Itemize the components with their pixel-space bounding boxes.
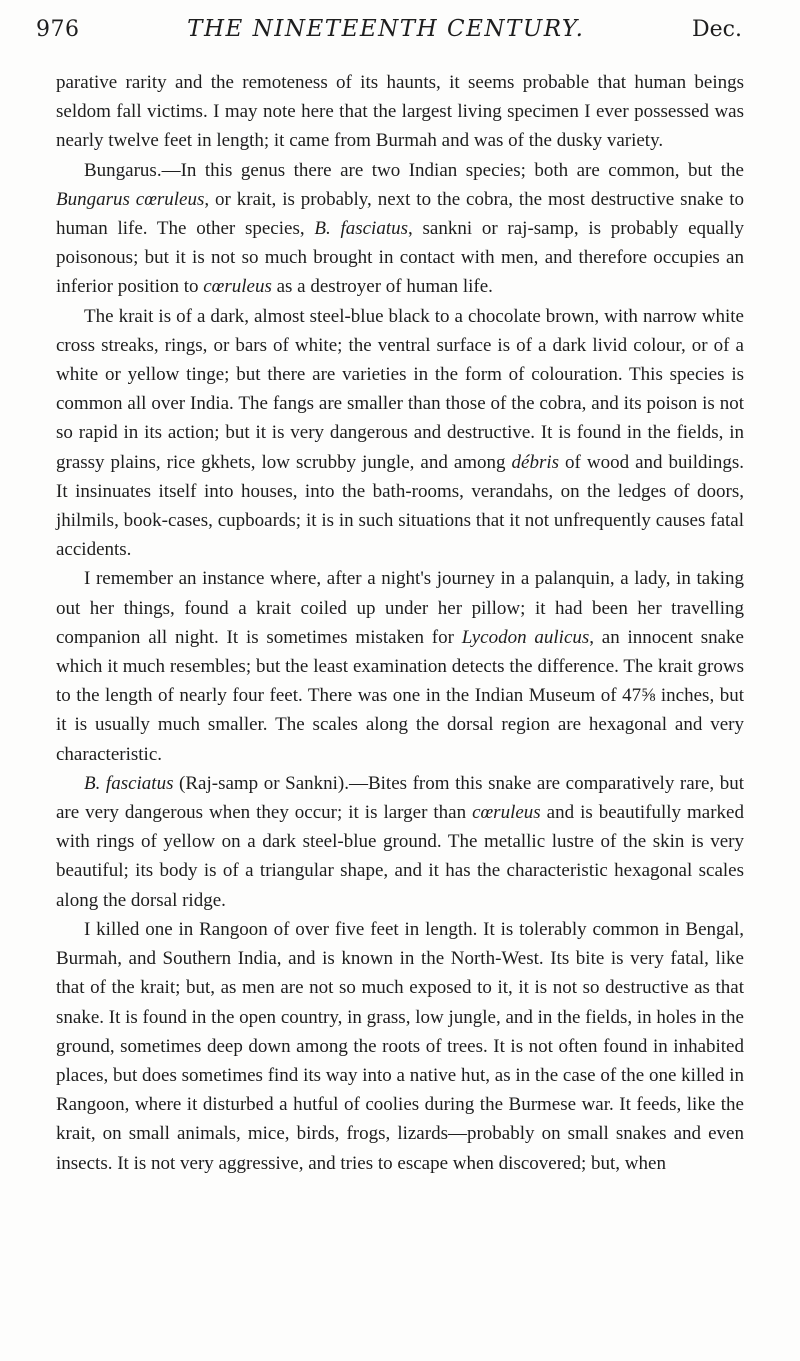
text-run: , or krait, is probably, next to the cobra, the most destructive snake to human life. The other species, xyxy=(56,188,744,240)
header-month: Dec. xyxy=(692,17,742,42)
text-run: and is beautifully marked with rings of yellow on a dark steel-blue ground. The metallic lustre of the skin is very beautiful; its body is of a triangular shape, and it has the characteristic hexagonal scales along the dorsal ridge. xyxy=(56,802,744,911)
text-run: , an innocent snake which it much resembles; but the least examination detects the difference. The krait grows to the length of nearly four feet. There was one in the Indian Museum of 47⅝ inches, but it is usually much smaller. The scales along the dorsal region are hexagonal and very characteristic. xyxy=(56,626,744,765)
paragraph-p2 xyxy=(56,156,744,302)
body-text xyxy=(56,68,744,1178)
italic-term: B. fasciatus xyxy=(84,772,174,794)
text-run: as a destroyer of human life. xyxy=(271,276,493,298)
running-title: THE NINETEENTH CENTURY. xyxy=(187,16,585,42)
italic-term: débris xyxy=(511,451,560,473)
italic-term: B. fasciatus xyxy=(314,218,408,240)
text-run: I killed one in Rangoon of over five feet in length. It is tolerably common in Bengal, Burmah, and Southern India, and is known in the North-West. Its bite is very fatal, like that of the krait; but, as men are not so much exposed to it, it is not so destructive as that snake. It is found in the open country, in grass, low jungle, and in the fields, in holes in the ground, sometimes deep down among the roots of trees. It is not often found in inhabited places, but does sometimes find its way into a native hut, as in the case of the one killed in Rangoon, where it disturbed a hutful of coolies during the Burmese war. It feeds, like the krait, on small animals, mice, birds, frogs, lizards—probably on small snakes and even insects. It is not very aggressive, and tries to escape when discovered; but, when xyxy=(56,918,744,1174)
text-run: The krait is of a dark, almost steel-blue black to a chocolate brown, with narrow white cross streaks, rings, or bars of white; the ventral surface is of a dark livid colour, or of a white or yellow tinge; but there are varieties in the form of colouration. This species is common all over India. The fangs are smaller than those of the cobra, and its poison is not so rapid in its action; but it is very dangerous and destructive. It is found in the fields, in grassy plains, rice gkhets, low scrubby jungle, and among xyxy=(56,305,744,473)
paragraph-p3 xyxy=(56,302,744,565)
text-run: (Raj-samp or Sankni).—Bites from this snake are comparatively rare, but are very dangerous when they occur; it is larger than xyxy=(56,772,745,824)
text-run: I remember an instance where, after a night's journey in a palanquin, a lady, in taking out her things, found a krait coiled up under her pillow; it had been her travelling companion all night. It is sometimes mistaken for xyxy=(56,568,744,648)
paragraph-p6 xyxy=(56,915,744,1178)
italic-term: Lycodon aulicus xyxy=(461,626,590,648)
paragraph-p5 xyxy=(56,769,744,915)
paragraph-p4 xyxy=(56,564,744,768)
italic-term: Bungarus cœruleus xyxy=(56,188,205,210)
text-run: parative rarity and the remoteness of its haunts, it seems probable that human beings seldom fall victims. I may note here that the largest living specimen I ever possessed was nearly twelve feet in length; it came from Burmah and was of the dusky variety. xyxy=(56,72,744,152)
running-header xyxy=(36,16,742,56)
text-run: , sankni or raj-samp, is probably equally poisonous; but it is not so much brought in contact with men, and therefore occupies an inferior position to xyxy=(56,218,744,298)
text-run: Bungarus.—In this genus there are two Indian species; both are common, but the xyxy=(84,159,744,181)
text-run: of wood and buildings. It insinuates itself into houses, into the bath-rooms, verandahs, on the ledges of doors, jhilmils, book-cases, cupboards; it is in such situations that it not unfrequently causes fatal accidents. xyxy=(56,451,744,561)
italic-term: cœruleus xyxy=(203,276,272,298)
paragraph-p1 xyxy=(56,68,744,156)
page-number: 976 xyxy=(36,17,80,42)
italic-term: cœruleus xyxy=(472,802,541,824)
